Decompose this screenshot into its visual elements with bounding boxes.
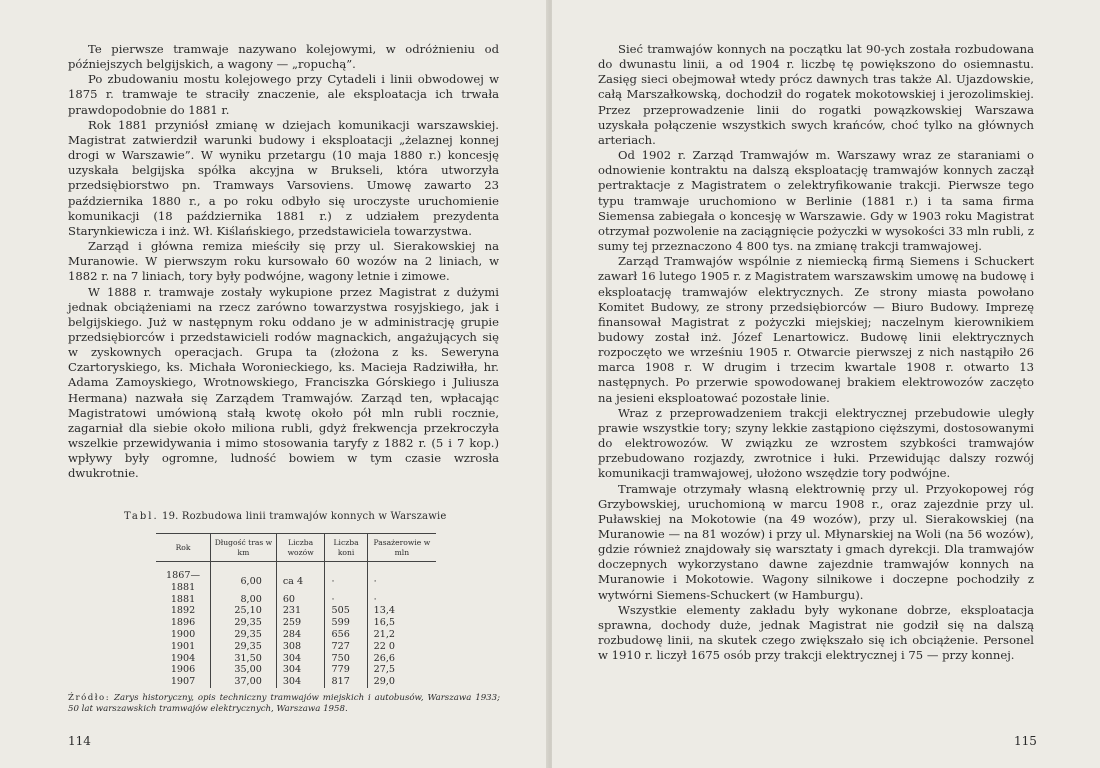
header-cars: Liczba wozów — [276, 534, 325, 562]
source-text: Zarys historyczny, opis techniczny tramwajów miejskich i autobusów, Warszawa 1933; 50 lat warszawskich tramwajów elektrycznych, Warszawa 1958. — [68, 693, 500, 714]
cell-length: 35,00 — [211, 664, 277, 676]
cell-horses: 505 — [325, 605, 367, 617]
cell-year: 1906 — [170, 664, 196, 676]
cell-cars: 304 — [276, 664, 325, 676]
cell-length: 29,35 — [211, 629, 277, 641]
cell-passengers: · — [367, 594, 436, 606]
left-page — [0, 0, 548, 768]
table-row — [156, 629, 436, 641]
cell-cars: 60 — [276, 594, 325, 606]
cell-horses: 656 — [325, 629, 367, 641]
cell-horses: · — [325, 594, 367, 606]
cell-year: 1901 — [170, 640, 196, 652]
header-horses: Liczba koni — [325, 534, 367, 562]
cell-length: 31,50 — [211, 653, 277, 665]
paragraph: Sieć tramwajów konnych na początku lat 90-ych została rozbudowana do dwunastu linii, a od 1904 r. liczbę tę powiększono do osiemnastu. Zasięg sieci obejmował wtedy prócz dawnych tras także Al. Ujazdowskie, całą Marszałkowską, dochodził do rogatek mokotowskiej i jerozolimskiej. Przez przeprowadzenie linii do rogatki powązkowskiej Warszawa uzyskała połączenie wszystkich swych krańców, choć tylko na głównych arteriach. — [598, 42, 1034, 147]
cell-passengers: 16,5 — [367, 617, 436, 629]
right-page-text — [598, 42, 1034, 663]
cell-year: 1896 — [170, 617, 196, 629]
cell-passengers: 29,0 — [367, 676, 436, 688]
cell-passengers: 22 0 — [367, 641, 436, 653]
cell-year: 1907 — [170, 676, 196, 688]
cell-year: 1881 — [170, 593, 196, 605]
paragraph: Po zbudowaniu mostu kolejowego przy Cytadeli i linii obwodowej w 1875 r. tramwaje te straciły znaczenie, ale eksploatacja ich trwała prawdopodobnie do 1881 r. — [68, 72, 499, 117]
table-row — [156, 641, 436, 653]
paragraph: Zarząd i główna remiza mieściły się przy ul. Sierakowskiej na Muranowie. W pierwszym roku kursowało 60 wozów na 2 liniach, w 1882 r. na 7 liniach, tory były podwójne, wagony letnie i zimowe. — [68, 239, 499, 284]
cell-year: 1867—1881 — [166, 570, 201, 593]
paragraph: Wszystkie elementy zakładu były wykonane dobrze, eksploatacja sprawna, dochody duże, jednak Magistrat nie godził się na dalszą rozbudowę linii, na skutek czego zwiększało się ich obciążenie. Personel w 1910 r. liczył 1675 osób przy trakcji elektrycznej i 75 — przy konnej. — [598, 602, 1034, 663]
cell-cars: 259 — [276, 617, 325, 629]
paragraph: W 1888 r. tramwaje zostały wykupione przez Magistrat z dużymi jednak obciążeniami na rzecz zarówno towarzystwa rosyjskiego, jak i belgijskiego. Już w następnym roku oddano je w administrację grupie przedsiębiorców i przedstawicieli rodów magnackich, angażujących się w zyskownych operacjach. Grupa ta (złożona z ks. Seweryna Czartoryskiego, ks. Michała Woronieckiego, ks. Macieja Radziwiłła, hr. Adama Zamoyskiego, Wrotnowskiego, Franciszka Górskiego i Juliusza Hermana) nazwała się Zarządem Tramwajów. Zarząd ten, wpłacając Magistratowi umówioną stałą kwotę około pół mln rubli rocznie, zagarniał dla siebie około miliona rubli, gdyż frekwencja przekroczyła wszelkie przewidywania i mimo stosowania taryfy z 1882 r. (5 i 7 kop.) wpływy były ogromne, ludność bowiem w tym czasie wzrosła dwukrotnie. — [68, 284, 499, 481]
paragraph: Od 1902 r. Zarząd Tramwajów m. Warszawy wraz ze staraniami o odnowienie kontraktu na dalszą eksploatację tramwajów konnych zaczął pertraktacje z Magistratem o zelektryfikowanie trakcji. Pierwsze tego typu tramwaje uruchomiono w Berlinie (1881 r.) i ta sama firma Siemensa zabiegała o koncesję w Warszawie. Gdy w 1903 roku Magistrat otrzymał pozwolenie na zaciągnięcie pożyczki w wysokości 33 mln rubli, z sumy tej przeznaczono 4 800 tys. na zmianę trakcji tramwajowej. — [598, 148, 1034, 254]
table-row — [156, 562, 436, 594]
header-passengers: Pasażerowie w mln — [367, 534, 436, 562]
table-row — [156, 594, 436, 606]
cell-length: 25,10 — [211, 605, 277, 617]
paragraph: Tramwaje otrzymały własną elektrownię przy ul. Przyokopowej róg Grzybowskiej, uruchomioną w marcu 1908 r., oraz zajezdnie przy ul. Puławskiej na Mokotowie (na 49 wozów), przy ul. Sierakowskiej (na Muranowie — na 81 wozów) i przy ul. Młynarskiej na Woli (na 56 wozów), gdzie również znajdowały się warsztaty i gmach dyrekcji. Dla tramwajów doczepnych wykorzystano dawne zajezdnie tramwajów konnych na Muranowie i Mokotowie. Wagony silnikowe i doczepne pochodziły z wytwórni Siemens-Schuckert (w Hamburgu). — [598, 481, 1034, 602]
cell-year: 1904 — [170, 652, 196, 664]
cell-length: 29,35 — [211, 641, 277, 653]
cell-passengers: 13,4 — [367, 605, 436, 617]
cell-year: 1892 — [170, 605, 196, 617]
paragraph: Te pierwsze tramwaje nazywano kolejowymi, w odróżnieniu od późniejszych belgijskich, a wagony — „ropuchą”. — [68, 42, 499, 72]
table-row — [156, 664, 436, 676]
cell-cars: 304 — [276, 676, 325, 688]
cell-horses: 779 — [325, 664, 367, 676]
cell-horses: 727 — [325, 641, 367, 653]
right-page — [552, 0, 1100, 768]
paragraph: Wraz z przeprowadzeniem trakcji elektrycznej przebudowie uległy prawie wszystkie tory; szyny lekkie zastąpiono cięższymi, dostosowanymi do elektrowozów. W związku ze wzrostem szybkości tramwajów przebudowano rozjazdy, zwrotnice i łuki. Przewidując dalszy rozwój komunikacji tramwajowej, ułożono wszędzie tory podwójne. — [598, 405, 1034, 481]
table-caption — [124, 511, 447, 522]
paragraph: Zarząd Tramwajów wspólnie z niemiecką firmą Siemens i Schuckert zawarł 16 lutego 1905 r. z Magistratem warszawskim umowę na budowę i eksploatację tramwajów elektrycznych. Ze strony miasta powołano Komitet Budowy, ze strony przedsiębiorców — Biuro Budowy. Imprezę finansował Magistrat z pożyczki miejskiej; naczelnym kierownikiem budowy został inż. Józef Lenartowicz. Budowę linii elektrycznych rozpoczęto we wrześniu 1905 r. Otwarcie pierwszej z nich nastąpiło 26 marca 1908 r. W drugim i trzecim kwartale 1908 r. otwarto 13 następnych. Po przerwie spowodowanej brakiem elektrowozów zaczęto na jesieni eksploatować pozostałe linie. — [598, 254, 1034, 405]
cell-cars: 231 — [276, 605, 325, 617]
table-row — [156, 653, 436, 665]
tram-expansion-table — [156, 533, 436, 688]
cell-passengers: 27,5 — [367, 664, 436, 676]
cell-passengers: 26,6 — [367, 653, 436, 665]
source-label: Źródło: — [68, 693, 111, 703]
header-year: Rok — [156, 534, 211, 562]
table-row — [156, 617, 436, 629]
page-number-right: 115 — [1014, 734, 1037, 748]
cell-horses: 817 — [325, 676, 367, 688]
table-row — [156, 605, 436, 617]
cell-horses: · — [325, 562, 367, 594]
cell-horses: 599 — [325, 617, 367, 629]
cell-length: 37,00 — [211, 676, 277, 688]
cell-length: 8,00 — [211, 594, 277, 606]
table-source-note — [68, 693, 500, 715]
cell-cars: ca 4 — [276, 562, 325, 594]
table-title: 19. Rozbudowa linii tramwajów konnych w Warszawie — [162, 511, 447, 522]
paragraph: Rok 1881 przyniósł zmianę w dziejach komunikacji warszawskiej. Magistrat zatwierdził warunki budowy i eksploatacji „żelaznej konnej drogi w Warszawie”. W wyniku przetargu (10 maja 1880 r.) koncesję uzyskała belgijska spółka akcyjna w Brukseli, która utworzyła przedsiębiorstwo pn. Tramways Varsoviens. Umowę zawarto 23 października 1880 r., a po roku odbyło się uroczyste uruchomienie komunikacji (18 października 1881 r.) z udziałem prezydenta Starynkiewicza i inż. Wł. Kiślańskiego, przedstawiciela towarzystwa. — [68, 117, 499, 238]
table-row — [156, 676, 436, 688]
cell-cars: 284 — [276, 629, 325, 641]
cell-year: 1900 — [170, 628, 196, 640]
cell-passengers: 21,2 — [367, 629, 436, 641]
cell-length: 29,35 — [211, 617, 277, 629]
table-label: Tabl. — [124, 511, 159, 522]
cell-cars: 304 — [276, 653, 325, 665]
cell-length: 6,00 — [211, 562, 277, 594]
cell-passengers: · — [367, 562, 436, 594]
table-header-row — [156, 534, 436, 562]
left-page-text — [68, 42, 499, 482]
page-number-left: 114 — [68, 734, 91, 748]
header-length: Długość tras w km — [211, 534, 277, 562]
cell-horses: 750 — [325, 653, 367, 665]
cell-cars: 308 — [276, 641, 325, 653]
